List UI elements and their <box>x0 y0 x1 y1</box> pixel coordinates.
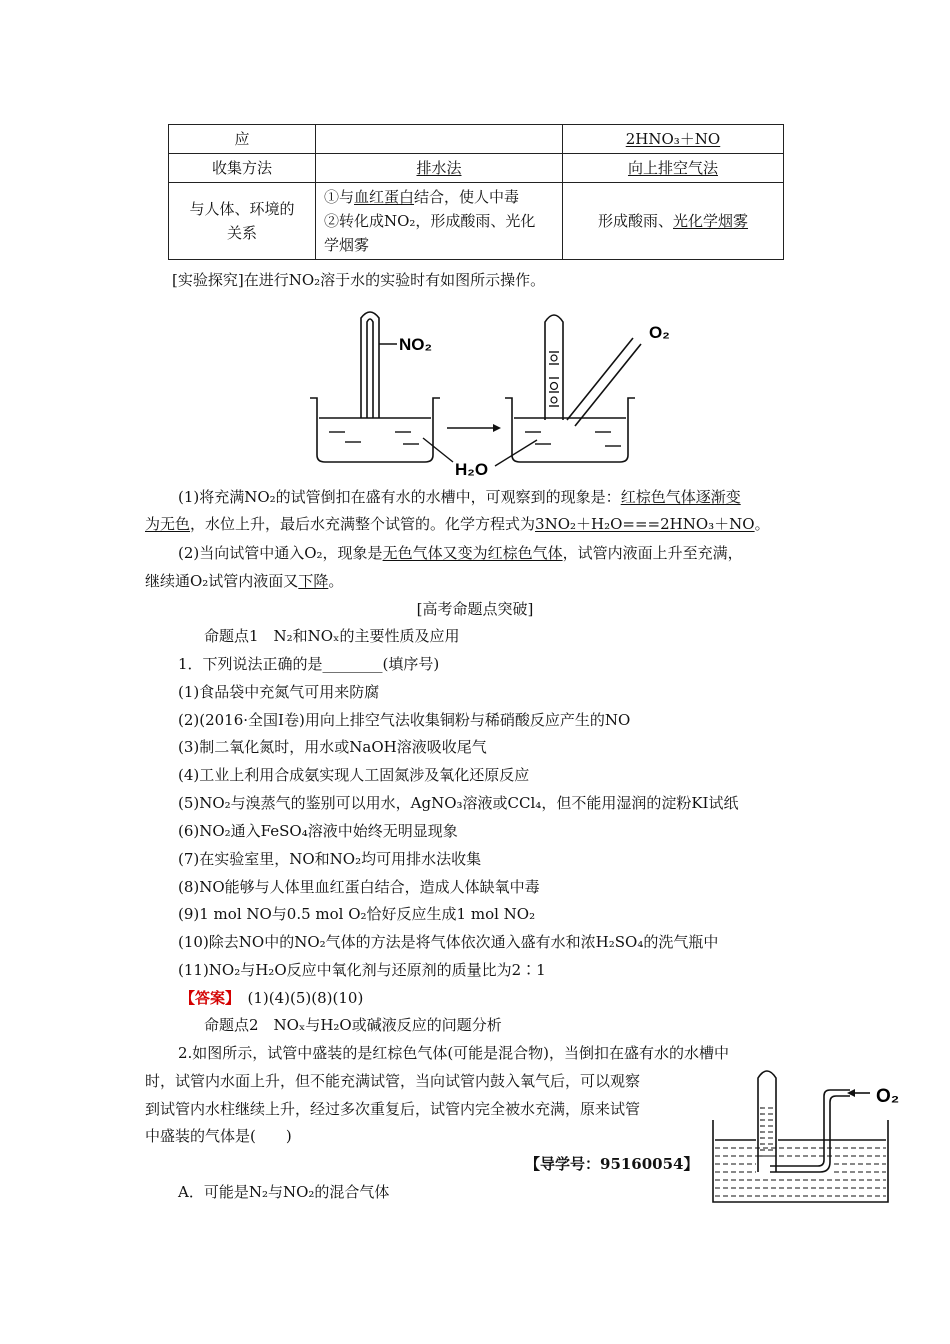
answer: 【答案】 (1)(4)(5)(8)(10) <box>180 989 364 1007</box>
table-cell <box>563 125 784 154</box>
table-cell: 应 <box>169 125 316 154</box>
table-cell: 收集方法 <box>169 154 316 183</box>
table-cell <box>316 154 563 183</box>
list-item: (4)工业上利用合成氨实现人工固氮涉及氧化还原反应 <box>178 766 530 784</box>
table-cell-text: 关系 <box>226 224 257 242</box>
list-item: (3)制二氧化氮时，用水或NaOH溶液吸收尾气 <box>178 738 487 756</box>
point1-title: 命题点1 N₂和NOₓ的主要性质及应用 <box>204 627 460 645</box>
experiment-intro: [实验探究]在进行NO₂溶于水的实验时有如图所示操作。 <box>172 271 546 289</box>
table-cell-text: 排水法 <box>416 159 462 177</box>
list-item: (2)(2016·全国Ⅰ卷)用向上排空气法收集铜粉与稀硝酸反应产生的NO <box>178 711 631 729</box>
option-a: A．可能是N₂与NO₂的混合气体 <box>178 1183 390 1201</box>
table-cell <box>169 183 316 260</box>
question-1: 1．下列说法正确的是________(填序号) <box>178 655 440 673</box>
paragraph-2b: 继续通O₂试管内液面又下降。 <box>145 572 344 590</box>
paragraph-1a: (1)将充满NO₂的试管倒扣在盛有水的水槽中，可观察到的现象是：红棕色气体逐渐变 <box>178 488 741 506</box>
table-row <box>169 125 784 154</box>
no2-label: NO₂ <box>399 335 433 354</box>
properties-table <box>168 124 784 260</box>
table-cell <box>316 125 563 154</box>
table-cell <box>316 183 563 260</box>
table-row <box>169 183 784 260</box>
guide-number: 【导学号：95160054】 <box>525 1155 699 1173</box>
list-item: (7)在实验室里，NO和NO₂均可用排水法收集 <box>178 850 482 868</box>
list-item: (1)食品袋中充氮气可用来防腐 <box>178 683 380 701</box>
experiment-figure <box>305 300 685 480</box>
list-item: (11)NO₂与H₂O反应中氧化剂与还原剂的质量比为2∶1 <box>178 961 546 979</box>
list-item: (6)NO₂通入FeSO₄溶液中始终无明显现象 <box>178 822 458 840</box>
table-cell: 形成酸雨、光化学烟雾 <box>563 183 784 260</box>
table-row <box>169 154 784 183</box>
table-cell-text: 学烟雾 <box>324 236 370 254</box>
h2o-label: H₂O <box>455 460 489 479</box>
table-cell-text: 与人体、环境的 <box>189 200 295 218</box>
list-item: (9)1 mol NO与0.5 mol O₂恰好反应生成1 mol NO₂ <box>178 905 536 923</box>
paragraph-1b: 为无色，水位上升，最后水充满整个试管的。化学方程式为3NO₂＋H₂O===2HNO₃＋NO。 <box>145 515 770 533</box>
list-item: (10)除去NO中的NO₂气体的方法是将气体依次通入盛有水和浓H₂SO₄的洗气瓶中 <box>178 933 719 951</box>
question-2-line: 到试管内水柱继续上升，经过多次重复后，试管内完全被水充满，原来试管 <box>145 1100 641 1118</box>
table-cell-text: ②转化成NO₂，形成酸雨、光化 <box>324 212 536 230</box>
table-cell-text: 向上排空气法 <box>627 159 718 177</box>
o2-label: O₂ <box>876 1086 900 1107</box>
question-2-line: 中盛装的气体是( ) <box>145 1127 292 1145</box>
section-title: [高考命题点突破] <box>416 600 534 618</box>
paragraph-2a: (2)当向试管中通入O₂，现象是无色气体又变为红棕色气体，试管内液面上升至充满， <box>178 544 743 562</box>
list-item: (8)NO能够与人体里血红蛋白结合，造成人体缺氧中毒 <box>178 878 540 896</box>
question-2-line: 2.如图所示，试管中盛装的是红棕色气体(可能是混合物)，当倒扣在盛有水的水槽中 <box>178 1044 730 1062</box>
trough-figure <box>710 1062 910 1207</box>
table-cell <box>563 154 784 183</box>
question-2-line: 时，试管内水面上升，但不能充满试管，当向试管内鼓入氧气后，可以观察 <box>145 1072 641 1090</box>
table-cell-text: ①与血红蛋白结合，使人中毒 <box>324 188 520 206</box>
list-item: (5)NO₂与溴蒸气的鉴别可以用水，AgNO₃溶液或CCl₄，但不能用湿润的淀粉KI试纸 <box>178 794 739 812</box>
point2-title: 命题点2 NOₓ与H₂O或碱液反应的问题分析 <box>204 1016 502 1034</box>
o2-label: O₂ <box>649 323 670 342</box>
table-cell-text: 2HNO₃＋NO <box>625 130 721 148</box>
